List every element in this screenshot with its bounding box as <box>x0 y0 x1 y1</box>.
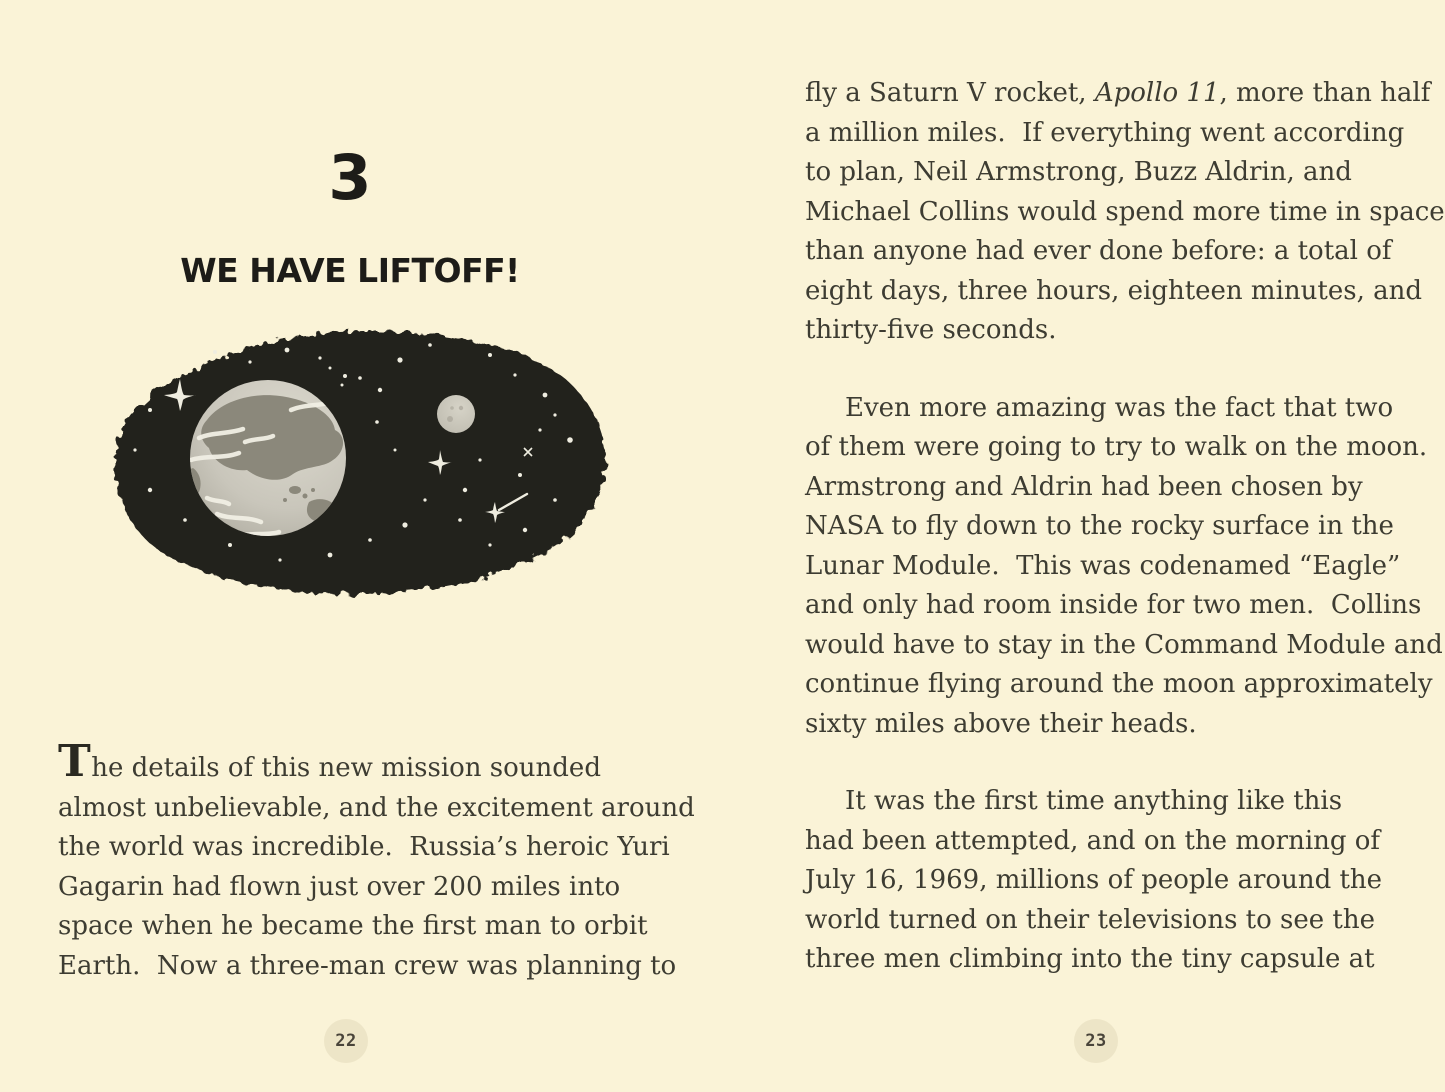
right-page <box>805 0 1445 1092</box>
text-line: Michael Collins would spend more time in space <box>805 196 1445 227</box>
text-line: Earth. Now a three-man crew was planning to <box>58 950 677 981</box>
text-line: Armstrong and Aldrin had been chosen by <box>805 471 1363 502</box>
paragraph <box>58 736 695 986</box>
earth-moon-illustration <box>95 322 615 598</box>
drop-cap: T <box>58 736 92 787</box>
chapter-number: 3 <box>328 141 372 214</box>
page-number: 23 <box>1085 1031 1107 1051</box>
right-page-body <box>805 74 1445 980</box>
text-line: sixty miles above their heads. <box>805 708 1197 739</box>
text-line: NASA to fly down to the rocky surface in the <box>805 511 1394 541</box>
left-page-body <box>58 736 695 986</box>
text-line: Gagarin had flown just over 200 miles into <box>58 871 621 902</box>
text-line: three men climbing into the tiny capsule at <box>805 944 1375 974</box>
left-page <box>58 0 695 1092</box>
text-line: Even more amazing was the fact that two <box>845 392 1394 423</box>
chapter-title: WE HAVE LIFTOFF! <box>180 251 520 290</box>
text-line: a million miles. If everything went according <box>805 117 1405 148</box>
text-line: The details of this new mission sounded <box>58 736 601 787</box>
text-line: had been attempted, and on the morning of <box>805 825 1381 856</box>
text-line: fly a Saturn V rocket, Apollo 11, more than half <box>805 78 1431 108</box>
text-line: July 16, 1969, millions of people around the <box>805 865 1383 895</box>
text-line: than anyone had ever done before: a total of <box>805 236 1392 266</box>
text-line: of them were going to try to walk on the moon. <box>805 432 1428 462</box>
text-line: continue flying around the moon approximately <box>805 669 1433 699</box>
text-line: almost unbelievable, and the excitement around <box>58 792 695 823</box>
paragraph <box>805 389 1445 745</box>
text-line: and only had room inside for two men. Collins <box>805 590 1422 620</box>
text-line: the world was incredible. Russia’s heroic Yuri <box>58 832 670 862</box>
space-blob <box>114 331 605 594</box>
text-line: world turned on their televisions to see the <box>805 904 1376 935</box>
paragraph <box>805 74 1445 351</box>
page-number: 22 <box>335 1031 357 1051</box>
paragraph <box>805 782 1445 980</box>
page-number-badge-right <box>1074 1019 1118 1063</box>
moon <box>437 395 475 433</box>
text-line: to plan, Neil Armstrong, Buzz Aldrin, and <box>805 157 1352 187</box>
text-line: thirty-five seconds. <box>805 315 1057 345</box>
text-line: Lunar Module. This was codenamed “Eagle” <box>805 550 1401 581</box>
text-line: It was the first time anything like this <box>845 786 1343 816</box>
text-line: space when he became the first man to orbit <box>58 911 648 941</box>
text-line: eight days, three hours, eighteen minutes, and <box>805 275 1422 306</box>
page-number-badge-left <box>324 1019 368 1063</box>
text-line: would have to stay in the Command Module and <box>805 629 1443 660</box>
